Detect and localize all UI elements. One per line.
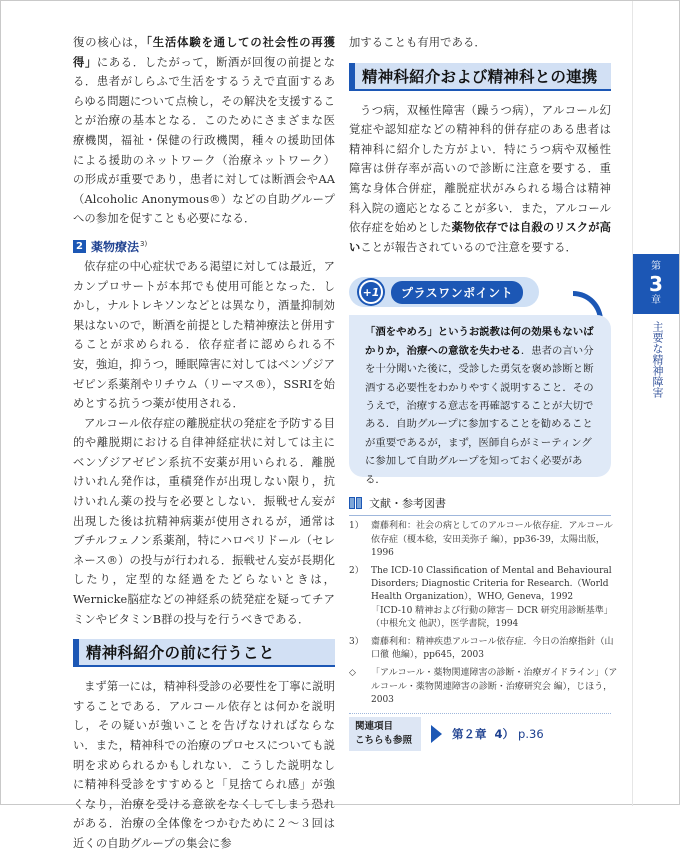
reference-text <box>371 667 617 707</box>
reference-number: 1） <box>349 521 364 532</box>
subheading-drug-therapy <box>73 238 335 255</box>
chapter-prefix: 第 <box>651 261 661 272</box>
subheading-number: 2 <box>73 240 86 253</box>
chapter-number: 3 <box>649 272 663 296</box>
left-column <box>73 33 335 854</box>
reference-line: 依存症（榎本稔，安田美弥子 編），pp36-39，太陽出版， <box>371 534 605 545</box>
reference-number: 2） <box>349 565 364 576</box>
references-header <box>349 495 611 511</box>
reference-item <box>349 565 611 631</box>
reference-line: 「アルコール・薬物関連障害の診断・治療ガイドライン」（ア <box>371 668 618 679</box>
reference-line: 齋藤利和：精神疾患アルコール依存症．今日の治療指針（山 <box>371 636 614 647</box>
reference-line: Health Organization），WHO, Geneva，1992 <box>371 592 574 603</box>
section-heading-referral-cooperation <box>349 63 611 91</box>
paragraph-text: ことが報告されているので注意を要する． <box>360 240 577 254</box>
chapter-title: 主要な精神障害 <box>651 321 664 398</box>
paragraph-recovery <box>73 33 335 229</box>
reference-item <box>349 520 611 560</box>
paragraph-text: にある．したがって，断酒が回復の前提となる．患者がしらふで生活をするうえで直面するあらゆる問題について点検し，その解決を支援することが治療の基本となる．このためにさまざまな医療機関，福祉・保健の行政機関，種々の援助団体による援助のネットワーク（治療ネットワーク）の形成が重要であり，患者に対しては断酒会やAA（Alcoholic Anonymous®）などの自助グループへの参加を促すことも必要になる． <box>73 55 335 226</box>
reference-text <box>371 565 613 631</box>
references-title: 文献・参考図書 <box>369 497 446 511</box>
chapter-suffix: 章 <box>651 295 661 306</box>
section-heading-before-referral <box>73 639 335 667</box>
section-title: 精神科紹介の前に行うこと <box>79 639 335 667</box>
plus-one-point-header <box>349 277 539 307</box>
related-topics-link[interactable]: 第２章 4） p.36 <box>452 726 544 741</box>
plus-one-point-text <box>365 323 601 489</box>
paragraph-drug-therapy: 依存症の中心症状である渇望に対しては最近，アカンプロサートが本邦でも使用可能となった．しかし，ナルトレキソンなどとは異なり，酒量抑制効果はないので，断酒を前提とした精神療法と併用することが求められる．依存症者に認められる不安，強迫，抑うつ，睡眠障害に対してはベンゾジアゼピン系薬剤やリチウム（リーマス®），SSRIを始めとする抗うつ薬が使用される． <box>73 259 335 411</box>
plus-one-point-label: プラスワンポイント <box>391 281 523 304</box>
reference-item <box>349 636 614 662</box>
reference-list <box>349 520 618 707</box>
reference-line: （中根允文 他訳），医学書院，1994 <box>371 618 519 629</box>
reference-line: The ICD-10 Classification of Mental and Behavioural <box>371 565 612 576</box>
reference-text <box>371 636 613 662</box>
paragraph-withdrawal: アルコール依存症の離脱症状の発症を予防する目的や離脱期における自律神経症状に対しては主にベンゾジアゼピン系抗不安薬が用いられる．離脱けいれん発作は，重積発作が出現しない限り，抗けいれん薬の投与を必要としない．振戦せん妄が出現した後は抗精神病薬が使用されるが，通常はブチルフェノン系薬剤，特にハロペリドール（セレネース®）の投与が行われる．振戦せん妄が長期化したり，定型的な経過をたどらないときは，Wernicke脳症などの神経系の続発症を疑ってチアミンやビタミンB群の投与を行うべきである． <box>73 416 335 626</box>
related-topics-label: 関連項目 こちらも参照 <box>349 717 421 751</box>
paragraph-text: 復の核心は， <box>73 36 147 49</box>
paragraph-continuation: 加することも有用である． <box>349 36 486 49</box>
reference-line: 口徹 他編），pp645，2003 <box>371 650 484 661</box>
reference-line: 1996 <box>371 547 394 558</box>
plus-one-point-emphasis: 「酒をやめろ」というお説教は何の効果もないばかりか，治療への意欲を失わせる <box>365 326 594 357</box>
right-column <box>349 33 618 712</box>
arrow-right-icon <box>431 725 442 743</box>
highlighted-phrase: 薬物依存では自殺のリスクが高い <box>349 221 611 254</box>
plus-one-point-detail: ．患者の言い分を十分聞いた後に，受診した勇気を褒め診断と断酒する必要性をわかりやすく説明すること．そのうえで，治療する意志を再確認することが大切である．自助グループに参加することを勧めることが重要であるが，まず，医師自らがミーティングに参加して自助グループを知っておく必要がある． <box>365 344 594 486</box>
margin-divider <box>632 1 633 806</box>
reference-line: 齋藤利和：社会の病としてのアルコール依存症．アルコール <box>371 521 613 532</box>
chapter-tab[interactable] <box>633 254 679 314</box>
references-rule <box>349 515 611 516</box>
paragraph-before-referral: まず第一には，精神科受診の必要性を丁寧に説明することである．アルコール依存とは何かを説明し，その疑いが強いことを告げなければならない．また，精神科での治療のプロセスについても説明を求められるかもしれない．こうした説明なしに精神科受診をすすめると「見捨てられ感」が強くなり，治療を受ける意欲をなくしてしまう恐れがある．治療の全体像をつかむために２～３回は近くの自助グループの集会に参 <box>73 680 335 850</box>
reference-line: Disorders; Diagnostic Criteria for Research.（World <box>371 579 609 590</box>
references-section <box>349 495 618 707</box>
book-icon <box>349 497 363 509</box>
reference-text <box>371 520 613 560</box>
paragraph-text: うつ病，双極性障害（躁うつ病），アルコール幻覚症や認知症などの精神科的併存症のある患者は精神科に紹介した方がよい．特にうつ病や双極性障害は併存率が高いので診断に注意を要する．重篤な身体合併症，離脱症状がみられる場合は精神科入院の適応となることが多い．また，アルコール依存症を始めとした <box>349 103 611 235</box>
plus-one-point-box <box>349 277 611 486</box>
plus-one-point-body <box>349 315 611 486</box>
reference-number: ◇ <box>349 668 356 679</box>
highlighted-phrase: 「生活体験を通しての社会性の再獲得」 <box>73 36 335 69</box>
section-title: 精神科紹介および精神科との連携 <box>355 63 611 91</box>
reference-line: 「ICD-10 精神および行動の障害－ DCR 研究用診断基準」 <box>371 605 613 616</box>
reference-number: 3） <box>349 636 364 647</box>
plus-one-icon: +1 <box>359 280 383 304</box>
paragraph-comorbidity <box>349 101 611 258</box>
subheading-title: 薬物療法$^{3)}$ <box>91 239 148 254</box>
reference-line: ルコール・薬物関連障害の診断・治療研究会 編），じほう， <box>371 681 613 692</box>
reference-item <box>349 667 618 707</box>
reference-line: 2003 <box>371 694 394 705</box>
related-topics-bar <box>349 713 611 753</box>
